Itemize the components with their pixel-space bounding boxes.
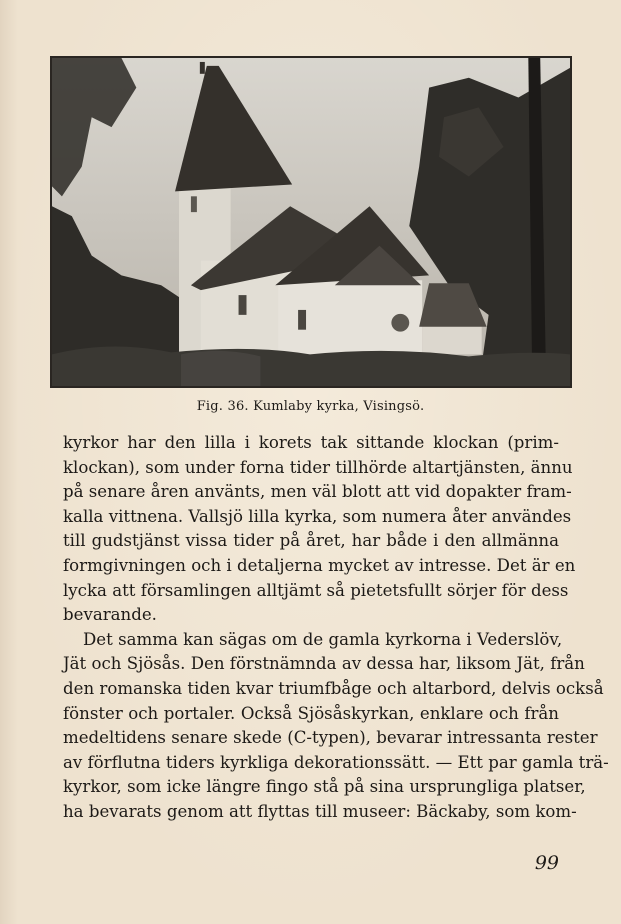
text-line: kyrkor, som icke längre fingo stå på sina ursprungliga platser, [63,777,586,797]
page-number: 99 [534,852,559,874]
text-line: medeltidens senare skede (C-typen), bevarar intressanta rester [63,728,598,748]
text-line: på senare åren använts, men väl blott att vid dopakter fram- [63,482,572,502]
text-line: klockan), som under forna tider tillhörde altartjänsten, ännu [63,457,573,477]
text-line: lycka att församlingen alltjämt så pietetsfullt sörjer för dess [63,580,569,600]
text-line: av förflutna tiders kyrkliga dekorationssätt. — Ett par gamla trä- [63,752,609,772]
church-photograph [50,56,572,388]
text-line: fönster och portaler. Också Sjösåskyrkan, enklare och från [63,703,559,723]
text-line: till gudstjänst vissa tider på året, har både i den allmänna [63,531,559,551]
church-illustration [52,58,570,386]
text-line: formgivningen och i detaljerna mycket av intresse. Det är en [63,555,576,575]
figure-caption: Fig. 36. Kumlaby kyrka, Visingsö. [196,399,425,414]
text-line: kalla vittnena. Vallsjö lilla kyrka, som numera åter användes [63,506,572,526]
text-line: bevarande. [63,605,157,625]
body-text [63,431,609,825]
text-line: Jät och Sjösås. Den förstnämnda av dessa har, liksom Jät, från [63,654,585,674]
text-line: den romanska tiden kvar triumfbåge och altarbord, delvis också [63,678,604,698]
text-line: kyrkor har den lilla i korets tak sittande klockan (prim- [63,433,559,452]
text-line: ha bevarats genom att flyttas till museer: Bäckaby, som kom- [63,801,577,821]
text-line: Det samma kan sägas om de gamla kyrkorna i Vederslöv, [83,629,563,649]
